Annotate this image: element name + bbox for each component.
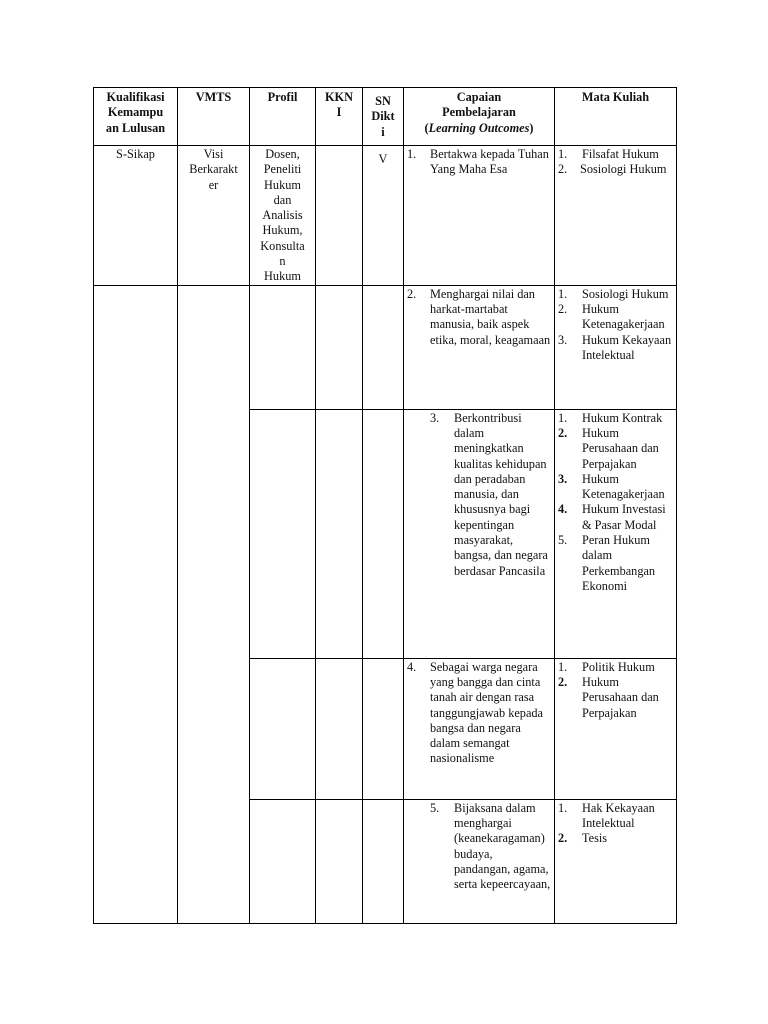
table-row [94, 409, 677, 658]
table-row [94, 799, 677, 923]
mata-kuliah-cell [555, 146, 677, 286]
course-item: 3. Hukum Ketenagakerjaan [558, 471, 665, 502]
course-item: 2. Hukum Perusahaan dan Perpajakan [558, 425, 659, 471]
kkni-cell [316, 658, 363, 799]
capaian-cell [404, 285, 555, 409]
header-profil: Profil [250, 88, 316, 146]
course-item: 1. Filsafat Hukum [558, 147, 659, 161]
kkni-cell [316, 146, 363, 286]
header-kualifikasi: Kualifikasi Kemampu an Lulusan [94, 88, 178, 146]
sn-dikti-cell: V [363, 146, 404, 286]
header-row [94, 88, 677, 146]
capaian-item: 4. Sebagai warga negara yang bangga dan cinta tanah air dengan rasa tanggungjawab kepada bangsa dan negara dalam semangat nasionalisme [407, 659, 544, 766]
header-vmts: VMTS [178, 88, 250, 146]
kualifikasi-cell [94, 285, 178, 409]
table-row [94, 658, 677, 799]
vmts-cell [178, 285, 250, 409]
mata-kuliah-cell [555, 799, 677, 923]
sn-dikti-cell [363, 799, 404, 923]
capaian-item: 1. Bertakwa kepada Tuhan Yang Maha Esa [407, 147, 549, 177]
course-item: 4. Hukum Investasi & Pasar Modal [558, 502, 666, 532]
course-item: 1. Hak Kekayaan Intelektual [558, 800, 655, 830]
capaian-item: 5. Bijaksana dalam menghargai (keanekaragaman) budaya, pandangan, agama, serta kepeercayaan, [430, 800, 551, 892]
profil-cell [250, 799, 316, 923]
curriculum-table [93, 87, 677, 924]
kualifikasi-cell [94, 799, 178, 923]
profil-cell [250, 285, 316, 409]
vmts-cell [178, 658, 250, 799]
mata-kuliah-cell [555, 285, 677, 409]
capaian-cell [404, 658, 555, 799]
table-row [94, 146, 677, 286]
capaian-cell [404, 409, 555, 658]
capaian-cell [404, 799, 555, 923]
capaian-item: 3. Berkontribusi dalam meningkatkan kualitas kehidupan dan peradaban manusia, dan khususnya bagi kepentingan masyarakat, bangsa, dan negara berdasar Pancasila [430, 410, 548, 578]
profil-cell [250, 409, 316, 658]
header-mata-kuliah: Mata Kuliah [555, 88, 677, 146]
vmts-cell [178, 409, 250, 658]
course-item: 2. Sosiologi Hukum [558, 162, 667, 177]
mata-kuliah-cell [555, 409, 677, 658]
course-item: 1. Hukum Kontrak [558, 410, 663, 425]
header-kkni: KKN I [316, 88, 363, 146]
profil-cell: Dosen, Peneliti Hukum dan Analisis Hukum, Konsulta n Hukum [250, 146, 316, 286]
kkni-cell [316, 285, 363, 409]
sn-dikti-cell [363, 285, 404, 409]
course-item: 2. Hukum Perusahaan dan Perpajakan [558, 674, 659, 720]
mata-kuliah-cell [555, 658, 677, 799]
course-item: 2. Tesis [558, 831, 608, 846]
table-row [94, 285, 677, 409]
capaian-cell [404, 146, 555, 286]
course-item: 5. Peran Hukum dalam Perkembangan Ekonomi [558, 533, 656, 593]
course-item: 1. Sosiologi Hukum [558, 286, 669, 301]
kkni-cell [316, 409, 363, 658]
capaian-item: 2. Menghargai nilai dan harkat-martabat manusia, baik aspek etika, moral, keagamaan [407, 286, 551, 347]
sn-dikti-cell [363, 658, 404, 799]
kualifikasi-cell [94, 409, 178, 658]
kkni-cell [316, 799, 363, 923]
vmts-cell: Visi Berkarakt er [178, 146, 250, 286]
course-item: 2. Hukum Ketenagakerjaan [558, 301, 665, 332]
vmts-cell [178, 799, 250, 923]
header-sn-dikti: SN Dikt i [363, 88, 404, 146]
sn-dikti-cell [363, 409, 404, 658]
course-item: 1. Politik Hukum [558, 659, 655, 674]
kualifikasi-cell [94, 658, 178, 799]
course-item: 3. Hukum Kekayaan Intelektual [558, 332, 672, 362]
profil-cell [250, 658, 316, 799]
kualifikasi-cell: S-Sikap [94, 146, 178, 286]
header-capaian: Capaian Pembelajaran (Learning Outcomes) [404, 88, 555, 146]
